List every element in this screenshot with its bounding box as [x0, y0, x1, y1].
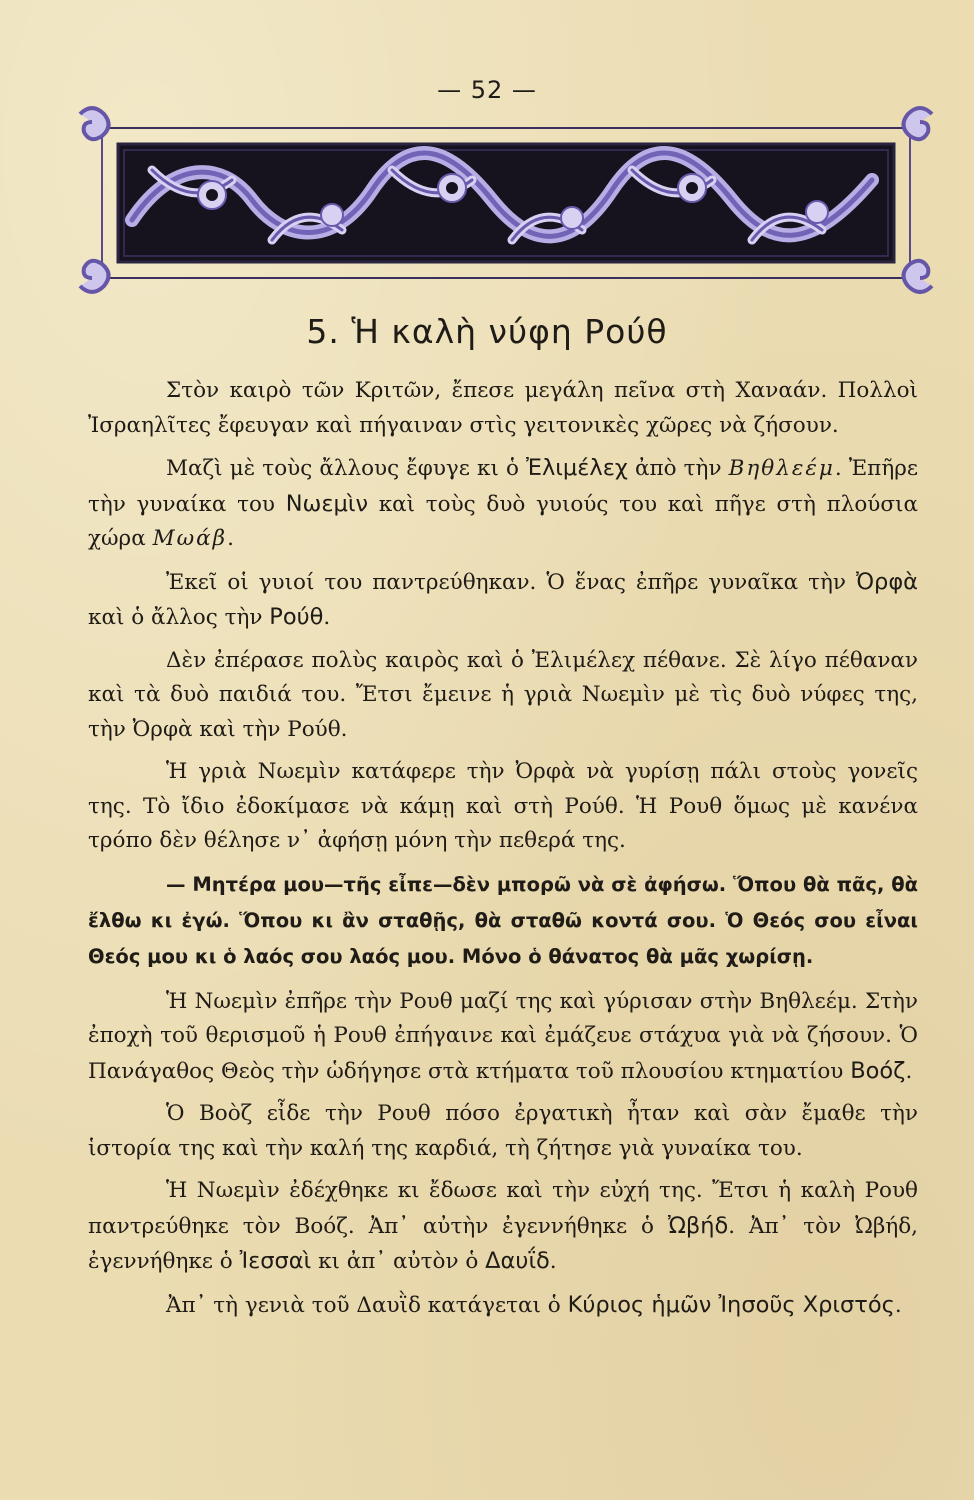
text-run: . [894, 1292, 902, 1318]
text-run: Στὸν καιρὸ τῶν Κριτῶν, ἔπεσε μεγάλη πεῖνα στὴ Χαναάν. Πολλοὶ Ἰσραηλῖτες ἔφευγαν καὶ πήγαιναν στὶς γειτονικὲς χῶρες νὰ ζήσουν. [88, 378, 918, 438]
corner-scroll-bottom-right [903, 261, 932, 292]
highlight-name: Ρούθ [269, 604, 324, 630]
text-run: Ἡ γριὰ Νωεμὶν κατάφερε τὴν Ὀρφὰ νὰ γυρίσῃ πάλι στοὺς γονεῖς της. Τὸ ἴδιο ἐδοκίμασε νὰ κάμῃ καὶ στὴ Ρούθ. Ἡ Ρουθ ὅμως μὲ κανένα τρόπο δὲν θέλησε ν᾿ ἀφήσῃ μόνη τὴν πεθερά της. [88, 759, 918, 853]
page-number: — 52 — [437, 76, 537, 104]
text-run: καὶ ὁ ἄλλος τὴν [88, 605, 270, 630]
highlight-name: Δαυΐδ [485, 1248, 550, 1274]
text-run: . [227, 526, 234, 551]
highlight-name: Ἐλιμέλεχ [526, 455, 628, 481]
text-run: . Ἐπῆρε τὴν γυναίκα του [88, 456, 918, 517]
highlight-place: Βηθλεέμ [728, 456, 835, 481]
highlight-name: Βοόζ [850, 1057, 906, 1084]
corner-scroll-bottom-left [80, 261, 109, 292]
highlight-place: Μωάβ [152, 526, 228, 551]
text-run: Ὁ Βοὸζ εἶδε τὴν Ρουθ πόσο ἐργατικὴ ἦταν καὶ σὰν ἔμαθε τὴν ἱστορία της καὶ τὴν καλή της καρδιά, τὴ ζήτησε γιὰ γυναίκα του. [88, 1101, 918, 1161]
text-run: Μαζὶ μὲ τοὺς ἄλλους ἔφυγε κι ὁ [166, 456, 526, 481]
ornamental-header-banner [72, 100, 940, 300]
corner-scroll-top-left [80, 108, 109, 139]
text-run: καὶ τοὺς δυὸ γυιούς του καὶ πῆγε στὴ πλούσια χώρα [88, 491, 918, 551]
text-run: Ἡ Νωεμὶν ἐπῆρε τὴν Ρουθ μαζί της καὶ γύρισαν στὴν Βηθλεέμ. Στὴν ἐποχὴ τοῦ θερισμοῦ ἡ Ρουθ ἐπήγαινε καὶ ἐμάζευε στάχυα γιὰ νὰ ζήσουν. Ὁ Πανάγαθος Θεὸς τὴν ὡδήγησε στὰ κτήματα τοῦ πλουσίου κτηματίου [88, 988, 918, 1084]
paragraph-6-quote [88, 867, 918, 975]
highlight-name: Ὠβήδ [667, 1212, 729, 1239]
paragraph-3 [88, 565, 918, 636]
text-run: . [549, 1249, 557, 1274]
paragraph-5 [88, 755, 918, 859]
corner-scroll-top-right [903, 108, 932, 139]
text-run: Ἀπ᾿ τὴ γενιὰ τοῦ Δαυῒδ κατάγεται ὁ [166, 1292, 568, 1318]
text-run: Δὲν ἐπέρασε πολὺς καιρὸς καὶ ὁ Ἐλιμέλεχ πέθανε. Σὲ λίγο πέθαναν καὶ τὰ δυὸ παιδιά του. Ἔτσι ἔμεινε ἡ γριὰ Νωεμὶν μὲ τὶς δυὸ νύφες της, τὴν Ὀρφὰ καὶ τὴν Ρούθ. [88, 647, 918, 742]
chapter-title: 5. Ἡ καλὴ νύφη Ρούθ [306, 312, 668, 351]
paragraph-10 [88, 1288, 918, 1324]
story-text [88, 374, 918, 1331]
highlight-name: Κύριος ἡμῶν Ἰησοῦς Χριστός [567, 1291, 895, 1318]
highlight-name: Ἰεσσαὶ [239, 1248, 312, 1274]
paragraph-1 [88, 374, 918, 443]
paragraph-4 [88, 644, 918, 748]
paragraph-9 [88, 1174, 918, 1280]
text-run: Ἡ Νωεμὶν ἐδέχθηκε κι ἔδωσε καὶ τὴν εὐχή της. Ἔτσι ἡ καλὴ Ρουθ παντρεύθηκε τὸν Βοόζ. Ἀπ᾿ αὐτὴν ἐγεννήθηκε ὁ [88, 1178, 918, 1239]
paragraph-7 [88, 985, 918, 1090]
highlight-name: Ὀρφὰ [855, 568, 918, 595]
text-run: κι ἀπ᾿ αὐτὸν ὁ [311, 1249, 486, 1274]
text-run: . Ἀπ᾿ τὸν Ὠβήδ, ἐγεννήθηκε ὁ [88, 1213, 918, 1274]
text-run: Ἐκεῖ οἱ γυιοί του παντρεύθηκαν. Ὁ ἕνας ἐπῆρε γυναῖκα τὴν [166, 569, 856, 595]
text-run: . [323, 605, 331, 630]
paragraph-2 [88, 451, 918, 557]
paragraph-8 [88, 1097, 918, 1166]
highlight-name: Νωεμὶν [285, 490, 369, 517]
text-run: — Μητέρα μου—τῆς εἶπε—δὲν μπορῶ νὰ σὲ ἀφήσω. Ὅπου θὰ πᾶς, θὰ ἔλθω κι ἐγώ. Ὅπου κι ἂν σταθῇς, θὰ σταθῶ κοντά σου. Ὁ Θεός σου εἶναι Θεός μου κι ὁ λαός σου λαός μου. Μόνο ὁ θάνατος θὰ μᾶς χωρίσῃ. [88, 872, 918, 968]
text-run: ἀπὸ τὴν [627, 456, 729, 481]
text-run: . [905, 1058, 913, 1084]
